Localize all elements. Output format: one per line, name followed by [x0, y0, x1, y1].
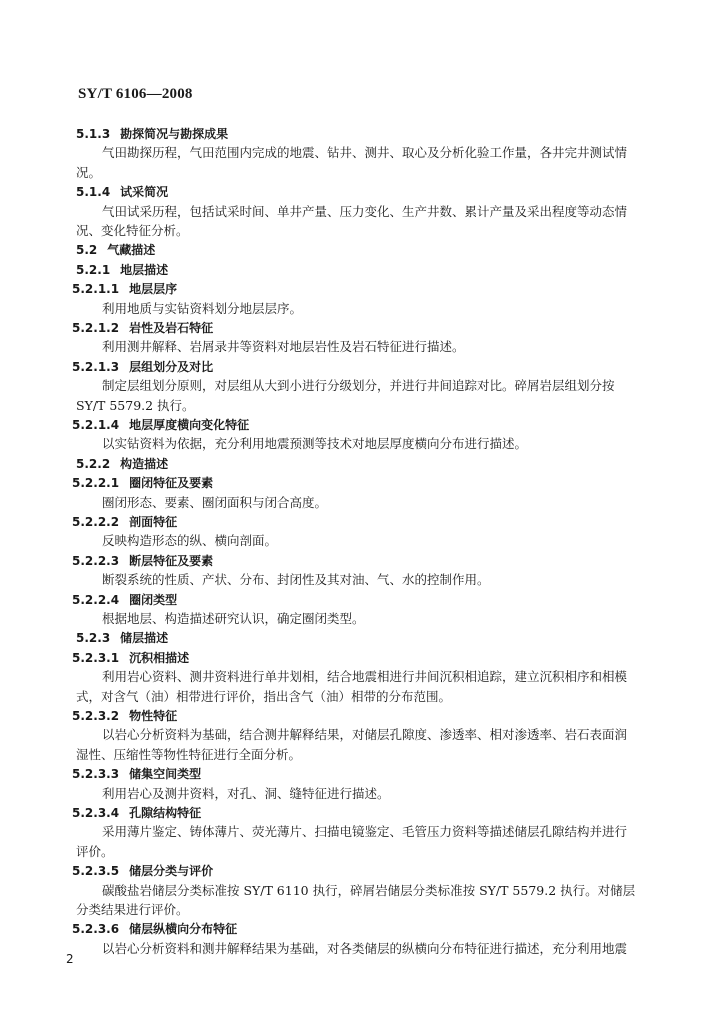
section-heading [72, 357, 652, 377]
section-heading [72, 415, 652, 435]
section-title: 试采简况 [120, 185, 169, 200]
section-title: 储层纵横向分布特征 [129, 922, 238, 937]
section-title: 气藏描述 [107, 243, 156, 258]
section-heading [72, 473, 652, 493]
section-number: 5.2.1 [76, 262, 111, 277]
section-title: 圈闭特征及要素 [129, 476, 214, 491]
paragraph-line: 根据地层、构造描述研究认识，确定圈闭类型。 [102, 611, 365, 626]
section-title: 层组划分及对比 [129, 359, 214, 374]
section-heading [72, 706, 652, 726]
section-number: 5.2.3.1 [72, 650, 120, 665]
paragraph-line: 制定层组划分原则，对层组从大到小进行分级划分，并进行井间追踪对比。碎屑岩层组划分按 [102, 378, 615, 394]
section-heading [76, 454, 656, 474]
section-title: 地层厚度横向变化特征 [129, 418, 250, 432]
section-title: 物性特征 [129, 709, 178, 723]
section-title: 沉积相描述 [129, 650, 190, 665]
section-heading [72, 318, 652, 338]
section-number: 5.2.2.3 [72, 553, 120, 568]
section-number: 5.2.3.5 [72, 864, 120, 879]
paragraph-continuation: 况。 [76, 164, 102, 180]
section-title: 断层特征及要素 [129, 553, 214, 568]
paragraph-line: 利用岩心资料、测井资料进行单井划相，结合地震相进行井间沉积相追踪，建立沉积相序和相模 [102, 669, 628, 685]
section-title: 圈闭类型 [129, 592, 178, 607]
paragraph-line: 采用薄片鉴定、铸体薄片、荧光薄片、扫描电镜鉴定、毛管压力资料等描述储层孔隙结构并进行 [102, 824, 628, 840]
section-heading [72, 279, 652, 299]
section-heading [72, 590, 652, 610]
section-title: 地层层序 [129, 282, 178, 297]
section-heading [76, 628, 656, 648]
paragraph-line: 以岩心分析资料为基础，结合测井解释结果，对储层孔隙度、渗透率、相对渗透率、岩石表面润 [102, 727, 628, 743]
paragraph-line: 利用测井解释、岩屑录井等资料对地层岩性及岩石特征进行描述。 [102, 339, 465, 355]
section-number: 5.2.1.2 [72, 321, 120, 335]
section-number: 5.2.3.2 [72, 709, 120, 723]
section-title: 储层分类与评价 [129, 864, 214, 879]
section-number: 5.2.3.3 [72, 767, 120, 782]
section-number: 5.2.1.4 [72, 418, 120, 432]
paragraph-continuation: 湿性、压缩性等物性特征进行全面分析。 [76, 746, 302, 762]
section-heading [72, 648, 652, 668]
paragraph-continuation: 评价。 [76, 843, 114, 859]
paragraph-line: 利用地质与实钻资料划分地层层序。 [102, 300, 303, 316]
section-number: 5.2.3.6 [72, 922, 120, 937]
section-heading [72, 919, 652, 939]
section-number: 5.2.1.1 [72, 282, 120, 297]
paragraph-line: 利用岩心及测井资料，对孔、洞、缝特征进行描述。 [102, 785, 390, 801]
paragraph-line: 以岩心分析资料和测井解释结果为基础，对各类储层的纵横向分布特征进行描述，充分利用地震 [102, 940, 628, 956]
page-number: 2 [66, 952, 74, 966]
section-title: 剖面特征 [129, 515, 178, 529]
section-number: 5.2.2.2 [72, 515, 120, 529]
paragraph-continuation: 况、变化特征分析。 [76, 223, 189, 238]
section-title: 岩性及岩石特征 [129, 321, 214, 335]
paragraph-line: 碳酸盐岩储层分类标准按 SY/T 6110 执行，碎屑岩储层分类标准按 SY/T 5579.2 执行。对储层 [102, 882, 636, 898]
section-heading [72, 861, 652, 881]
document-code-header: SY/T 6106—2008 [78, 86, 193, 102]
paragraph-line: 以实钻资料为依据，充分利用地震预测等技术对地层厚度横向分布进行描述。 [102, 436, 528, 452]
paragraph-continuation: SY/T 5579.2 执行。 [76, 397, 195, 413]
section-heading [72, 551, 652, 571]
paragraph-line: 圈闭形态、要素、圈闭面积与闭合高度。 [102, 494, 328, 510]
paragraph-line: 气田试采历程，包括试采时间、单井产量、压力变化、生产井数、累计产量及采出程度等动态情 [102, 203, 628, 219]
section-heading [76, 260, 656, 280]
section-heading [76, 182, 656, 202]
section-number: 5.1.3 [76, 127, 111, 141]
section-number: 5.2.2 [76, 456, 111, 471]
section-number: 5.2.3 [76, 631, 111, 646]
paragraph-line: 反映构造形态的纵、横向剖面。 [102, 533, 278, 549]
section-title: 勘探简况与勘探成果 [120, 127, 229, 141]
section-number: 5.2.1.3 [72, 359, 120, 374]
section-heading [72, 764, 652, 784]
paragraph-continuation: 分类结果进行评价。 [76, 902, 189, 917]
paragraph-continuation: 式，对含气（油）相带进行评价，指出含气（油）相带的分布范围。 [76, 688, 452, 704]
section-title: 储集空间类型 [129, 767, 202, 782]
section-number: 5.2.3.4 [72, 806, 120, 820]
section-number: 5.2 [76, 243, 98, 258]
section-title: 孔隙结构特征 [129, 806, 202, 820]
section-number: 5.2.2.4 [72, 592, 120, 607]
section-heading [72, 803, 652, 823]
section-number: 5.2.2.1 [72, 476, 120, 491]
section-number: 5.1.4 [76, 185, 111, 200]
section-heading [76, 124, 656, 144]
section-title: 地层描述 [120, 262, 169, 277]
paragraph-line: 气田勘探历程，气田范围内完成的地震、钻井、测井、取心及分析化验工作量，各井完井测试情 [102, 145, 628, 161]
paragraph-line: 断裂系统的性质、产状、分布、封闭性及其对油、气、水的控制作用。 [102, 572, 490, 588]
section-title: 构造描述 [120, 456, 169, 471]
section-heading [76, 240, 656, 260]
section-title: 储层描述 [120, 631, 169, 646]
section-heading [72, 512, 652, 532]
